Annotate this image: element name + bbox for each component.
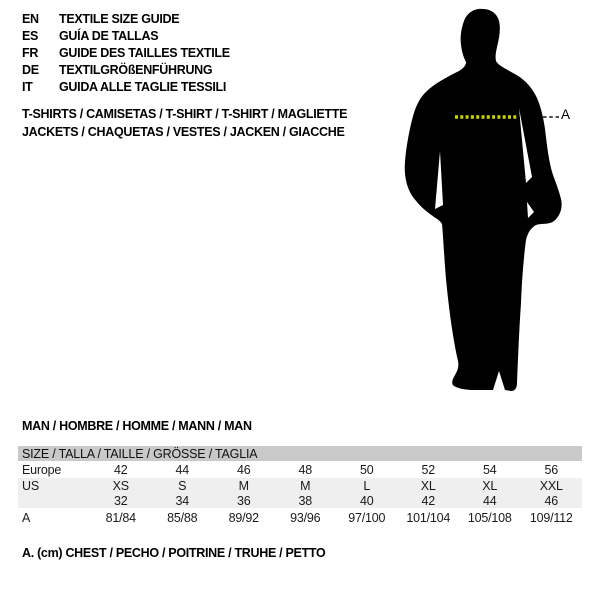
man-silhouette [390,5,590,397]
size-cell: XS [90,478,152,493]
size-cell: 46 [521,493,583,508]
language-code: FR [22,45,39,60]
size-table-header: SIZE / TALLA / TAILLE / GRÖSSE / TAGLIA [18,446,582,461]
language-list [22,10,230,95]
row-label: Europe [22,462,62,477]
size-cell: S [152,478,214,493]
size-cell: XL [459,478,521,493]
size-cell: 52 [421,462,435,477]
man-body-shape [405,9,562,391]
language-code: EN [22,11,39,26]
language-code: DE [22,62,39,77]
size-cell: XL [398,478,460,493]
size-cell: 38 [275,493,337,508]
table-row-europe [18,461,582,478]
language-row [22,44,230,61]
table-row-chest-cm [18,508,582,527]
row-label: US [18,478,90,493]
size-cell: M [213,478,275,493]
size-cell: 44 [459,493,521,508]
table-row-numeric [18,493,582,508]
size-table-header-row [18,446,582,461]
size-cell: 44 [175,462,189,477]
table-row-us [18,478,582,493]
size-cell: 46 [236,462,251,477]
language-code: ES [22,28,39,43]
language-label: GUIDA ALLE TAGLIE TESSILI [59,79,227,94]
size-cell: L [336,478,398,493]
category-tshirts: T-SHIRTS / CAMISETAS / T-SHIRT / T-SHIRT / MAGLIETTE [22,107,348,121]
language-label: GUÍA DE TALLAS [59,28,159,43]
category-list [22,105,347,141]
size-cell: 42 [113,462,128,477]
row-label: A [22,510,31,525]
size-cell: XXL [521,478,583,493]
measure-a-label: A [561,107,570,122]
size-cell: 48 [298,462,312,477]
size-cell: 101/104 [406,510,451,525]
row-label [18,493,90,508]
language-row [22,27,230,44]
size-cell: 105/108 [467,510,512,525]
size-cell: M [275,478,337,493]
language-label: GUIDE DES TAILLES TEXTILE [59,45,230,60]
category-jackets: JACKETS / CHAQUETAS / VESTES / JACKEN / GIACCHE [22,125,345,139]
section-title-man: MAN / HOMBRE / HOMME / MANN / MAN [22,419,252,433]
size-cell: 34 [152,493,214,508]
size-cell: 93/96 [290,510,321,525]
size-cell: 40 [336,493,398,508]
language-label: TEXTILE SIZE GUIDE [59,11,180,26]
size-cell: 54 [482,462,497,477]
language-row [22,61,230,78]
size-cell: 36 [213,493,275,508]
size-cell: 50 [359,462,374,477]
measurement-footnote: A. (cm) CHEST / PECHO / POITRINE / TRUHE / PETTO [22,546,326,560]
size-cell: 89/92 [228,510,259,525]
language-row [22,78,230,95]
size-cell: 85/88 [167,510,198,525]
size-cell: 81/84 [105,510,136,525]
language-code: IT [22,79,33,94]
size-cell: 97/100 [348,510,386,525]
size-cell: 109/112 [529,510,573,525]
language-row [22,10,230,27]
size-cell: 56 [544,462,558,477]
size-cell: 32 [90,493,152,508]
language-label: TEXTILGRÖßENFÜHRUNG [59,62,213,77]
size-cell: 42 [398,493,460,508]
size-table [18,446,582,527]
